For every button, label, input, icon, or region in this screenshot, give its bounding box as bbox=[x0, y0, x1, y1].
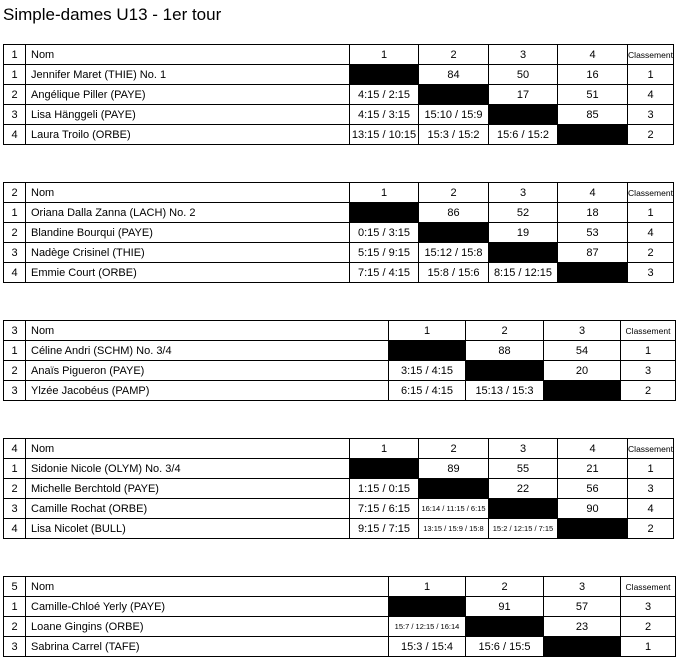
classement-header: Classement bbox=[621, 321, 676, 341]
score-cell: 84 bbox=[419, 65, 489, 85]
player-name: Sabrina Carrel (TAFE) bbox=[26, 637, 389, 657]
table-row bbox=[4, 203, 674, 223]
score-cell: 50 bbox=[489, 65, 558, 85]
classement-header: Classement bbox=[621, 577, 676, 597]
nom-header: Nom bbox=[26, 321, 389, 341]
group-table-2 bbox=[3, 182, 674, 283]
table-row bbox=[4, 597, 676, 617]
blocked-cell bbox=[489, 499, 558, 519]
score-cell: 9:15 / 7:15 bbox=[350, 519, 419, 539]
table-row bbox=[4, 243, 674, 263]
blocked-cell bbox=[544, 381, 621, 401]
rank-cell: 2 bbox=[628, 243, 674, 263]
row-index: 4 bbox=[4, 519, 26, 539]
table-row bbox=[4, 381, 676, 401]
player-name: Anaïs Pigueron (PAYE) bbox=[26, 361, 389, 381]
header-row bbox=[4, 321, 676, 341]
row-index: 2 bbox=[4, 617, 26, 637]
score-cell: 88 bbox=[466, 341, 544, 361]
row-index: 3 bbox=[4, 499, 26, 519]
score-cell: 15:8 / 15:6 bbox=[419, 263, 489, 283]
score-cell: 21 bbox=[558, 459, 628, 479]
group-number: 3 bbox=[4, 321, 26, 341]
column-header: 1 bbox=[350, 45, 419, 65]
player-name: Michelle Berchtold (PAYE) bbox=[26, 479, 350, 499]
score-cell: 0:15 / 3:15 bbox=[350, 223, 419, 243]
rank-cell: 2 bbox=[628, 519, 674, 539]
score-cell: 15:6 / 15:5 bbox=[466, 637, 544, 657]
player-name: Céline Andri (SCHM) No. 3/4 bbox=[26, 341, 389, 361]
header-row bbox=[4, 183, 674, 203]
column-header: 2 bbox=[419, 45, 489, 65]
column-header: 3 bbox=[544, 321, 621, 341]
score-cell: 89 bbox=[419, 459, 489, 479]
classement-header: Classement bbox=[628, 439, 674, 459]
blocked-cell bbox=[389, 341, 466, 361]
column-header: 3 bbox=[489, 45, 558, 65]
group-number: 5 bbox=[4, 577, 26, 597]
blocked-cell bbox=[419, 85, 489, 105]
score-cell: 20 bbox=[544, 361, 621, 381]
rank-cell: 1 bbox=[628, 459, 674, 479]
header-row bbox=[4, 439, 674, 459]
score-cell: 15:6 / 15:2 bbox=[489, 125, 558, 145]
player-name: Blandine Bourqui (PAYE) bbox=[26, 223, 350, 243]
row-index: 4 bbox=[4, 125, 26, 145]
score-cell: 90 bbox=[558, 499, 628, 519]
score-cell: 5:15 / 9:15 bbox=[350, 243, 419, 263]
rank-cell: 3 bbox=[628, 479, 674, 499]
rank-cell: 4 bbox=[628, 223, 674, 243]
table-row bbox=[4, 637, 676, 657]
rank-cell: 1 bbox=[628, 203, 674, 223]
player-name: Ylzée Jacobéus (PAMP) bbox=[26, 381, 389, 401]
score-cell: 57 bbox=[544, 597, 621, 617]
blocked-cell bbox=[350, 203, 419, 223]
table-row bbox=[4, 85, 674, 105]
score-cell: 4:15 / 3:15 bbox=[350, 105, 419, 125]
column-header: 4 bbox=[558, 183, 628, 203]
score-cell: 15:3 / 15:4 bbox=[389, 637, 466, 657]
table-row bbox=[4, 65, 674, 85]
player-name: Camille-Chloé Yerly (PAYE) bbox=[26, 597, 389, 617]
player-name: Emmie Court (ORBE) bbox=[26, 263, 350, 283]
page-title: Simple-dames U13 - 1er tour bbox=[3, 5, 222, 24]
player-name: Lisa Nicolet (BULL) bbox=[26, 519, 350, 539]
blocked-cell bbox=[419, 223, 489, 243]
score-cell: 13:15 / 10:15 bbox=[350, 125, 419, 145]
nom-header: Nom bbox=[26, 183, 350, 203]
group-table-1 bbox=[3, 44, 674, 145]
player-name: Angélique Piller (PAYE) bbox=[26, 85, 350, 105]
rank-cell: 2 bbox=[628, 125, 674, 145]
score-cell: 13:15 / 15:9 / 15:8 bbox=[419, 519, 489, 539]
group-number: 1 bbox=[4, 45, 26, 65]
column-header: 2 bbox=[419, 183, 489, 203]
score-cell: 15:2 / 12:15 / 7:15 bbox=[489, 519, 558, 539]
rank-cell: 1 bbox=[621, 341, 676, 361]
score-cell: 7:15 / 4:15 bbox=[350, 263, 419, 283]
row-index: 2 bbox=[4, 361, 26, 381]
score-cell: 91 bbox=[466, 597, 544, 617]
nom-header: Nom bbox=[26, 439, 350, 459]
row-index: 3 bbox=[4, 637, 26, 657]
player-name: Oriana Dalla Zanna (LACH) No. 2 bbox=[26, 203, 350, 223]
player-name: Sidonie Nicole (OLYM) No. 3/4 bbox=[26, 459, 350, 479]
column-header: 2 bbox=[419, 439, 489, 459]
row-index: 2 bbox=[4, 223, 26, 243]
blocked-cell bbox=[558, 263, 628, 283]
row-index: 1 bbox=[4, 65, 26, 85]
rank-cell: 3 bbox=[621, 361, 676, 381]
player-name: Laura Troilo (ORBE) bbox=[26, 125, 350, 145]
row-index: 1 bbox=[4, 203, 26, 223]
blocked-cell bbox=[558, 125, 628, 145]
score-cell: 51 bbox=[558, 85, 628, 105]
row-index: 2 bbox=[4, 85, 26, 105]
row-index: 2 bbox=[4, 479, 26, 499]
player-name: Nadège Crisinel (THIE) bbox=[26, 243, 350, 263]
score-cell: 4:15 / 2:15 bbox=[350, 85, 419, 105]
table-row bbox=[4, 459, 674, 479]
score-cell: 15:3 / 15:2 bbox=[419, 125, 489, 145]
player-name: Lisa Hänggeli (PAYE) bbox=[26, 105, 350, 125]
blocked-cell bbox=[558, 519, 628, 539]
nom-header: Nom bbox=[26, 45, 350, 65]
player-name: Loane Gingins (ORBE) bbox=[26, 617, 389, 637]
player-name: Jennifer Maret (THIE) No. 1 bbox=[26, 65, 350, 85]
table-row bbox=[4, 341, 676, 361]
score-cell: 85 bbox=[558, 105, 628, 125]
row-index: 1 bbox=[4, 341, 26, 361]
blocked-cell bbox=[389, 597, 466, 617]
row-index: 3 bbox=[4, 243, 26, 263]
table-row bbox=[4, 519, 674, 539]
score-cell: 56 bbox=[558, 479, 628, 499]
score-cell: 22 bbox=[489, 479, 558, 499]
score-cell: 52 bbox=[489, 203, 558, 223]
blocked-cell bbox=[466, 361, 544, 381]
score-cell: 54 bbox=[544, 341, 621, 361]
rank-cell: 2 bbox=[621, 381, 676, 401]
score-cell: 53 bbox=[558, 223, 628, 243]
rank-cell: 3 bbox=[628, 263, 674, 283]
blocked-cell bbox=[466, 617, 544, 637]
group-number: 2 bbox=[4, 183, 26, 203]
group-table-5 bbox=[3, 576, 676, 657]
table-row bbox=[4, 125, 674, 145]
column-header: 1 bbox=[350, 439, 419, 459]
score-cell: 1:15 / 0:15 bbox=[350, 479, 419, 499]
score-cell: 17 bbox=[489, 85, 558, 105]
score-cell: 7:15 / 6:15 bbox=[350, 499, 419, 519]
blocked-cell bbox=[489, 243, 558, 263]
score-cell: 6:15 / 4:15 bbox=[389, 381, 466, 401]
blocked-cell bbox=[350, 459, 419, 479]
score-cell: 3:15 / 4:15 bbox=[389, 361, 466, 381]
table-row bbox=[4, 105, 674, 125]
header-row bbox=[4, 45, 674, 65]
score-cell: 15:10 / 15:9 bbox=[419, 105, 489, 125]
column-header: 2 bbox=[466, 577, 544, 597]
rank-cell: 4 bbox=[628, 499, 674, 519]
group-table-3 bbox=[3, 320, 676, 401]
blocked-cell bbox=[419, 479, 489, 499]
table-row bbox=[4, 479, 674, 499]
rank-cell: 3 bbox=[621, 597, 676, 617]
row-index: 3 bbox=[4, 105, 26, 125]
column-header: 3 bbox=[489, 183, 558, 203]
header-row bbox=[4, 577, 676, 597]
score-cell: 16:14 / 11:15 / 6:15 bbox=[419, 499, 489, 519]
score-cell: 87 bbox=[558, 243, 628, 263]
player-name: Camille Rochat (ORBE) bbox=[26, 499, 350, 519]
score-cell: 19 bbox=[489, 223, 558, 243]
row-index: 3 bbox=[4, 381, 26, 401]
score-cell: 15:12 / 15:8 bbox=[419, 243, 489, 263]
blocked-cell bbox=[544, 637, 621, 657]
score-cell: 18 bbox=[558, 203, 628, 223]
column-header: 4 bbox=[558, 45, 628, 65]
score-cell: 15:13 / 15:3 bbox=[466, 381, 544, 401]
group-table-4 bbox=[3, 438, 674, 539]
table-row bbox=[4, 263, 674, 283]
score-cell: 86 bbox=[419, 203, 489, 223]
rank-cell: 3 bbox=[628, 105, 674, 125]
table-row bbox=[4, 223, 674, 243]
classement-header: Classement bbox=[628, 183, 674, 203]
row-index: 1 bbox=[4, 597, 26, 617]
rank-cell: 1 bbox=[628, 65, 674, 85]
nom-header: Nom bbox=[26, 577, 389, 597]
score-cell: 23 bbox=[544, 617, 621, 637]
score-cell: 55 bbox=[489, 459, 558, 479]
column-header: 3 bbox=[489, 439, 558, 459]
score-cell: 15:7 / 12:15 / 16:14 bbox=[389, 617, 466, 637]
table-row bbox=[4, 617, 676, 637]
blocked-cell bbox=[489, 105, 558, 125]
classement-header: Classement bbox=[628, 45, 674, 65]
column-header: 1 bbox=[389, 321, 466, 341]
rank-cell: 4 bbox=[628, 85, 674, 105]
column-header: 2 bbox=[466, 321, 544, 341]
rank-cell: 2 bbox=[621, 617, 676, 637]
score-cell: 16 bbox=[558, 65, 628, 85]
column-header: 1 bbox=[350, 183, 419, 203]
row-index: 4 bbox=[4, 263, 26, 283]
group-number: 4 bbox=[4, 439, 26, 459]
row-index: 1 bbox=[4, 459, 26, 479]
column-header: 1 bbox=[389, 577, 466, 597]
column-header: 4 bbox=[558, 439, 628, 459]
table-row bbox=[4, 361, 676, 381]
column-header: 3 bbox=[544, 577, 621, 597]
score-cell: 8:15 / 12:15 bbox=[489, 263, 558, 283]
table-row bbox=[4, 499, 674, 519]
blocked-cell bbox=[350, 65, 419, 85]
rank-cell: 1 bbox=[621, 637, 676, 657]
